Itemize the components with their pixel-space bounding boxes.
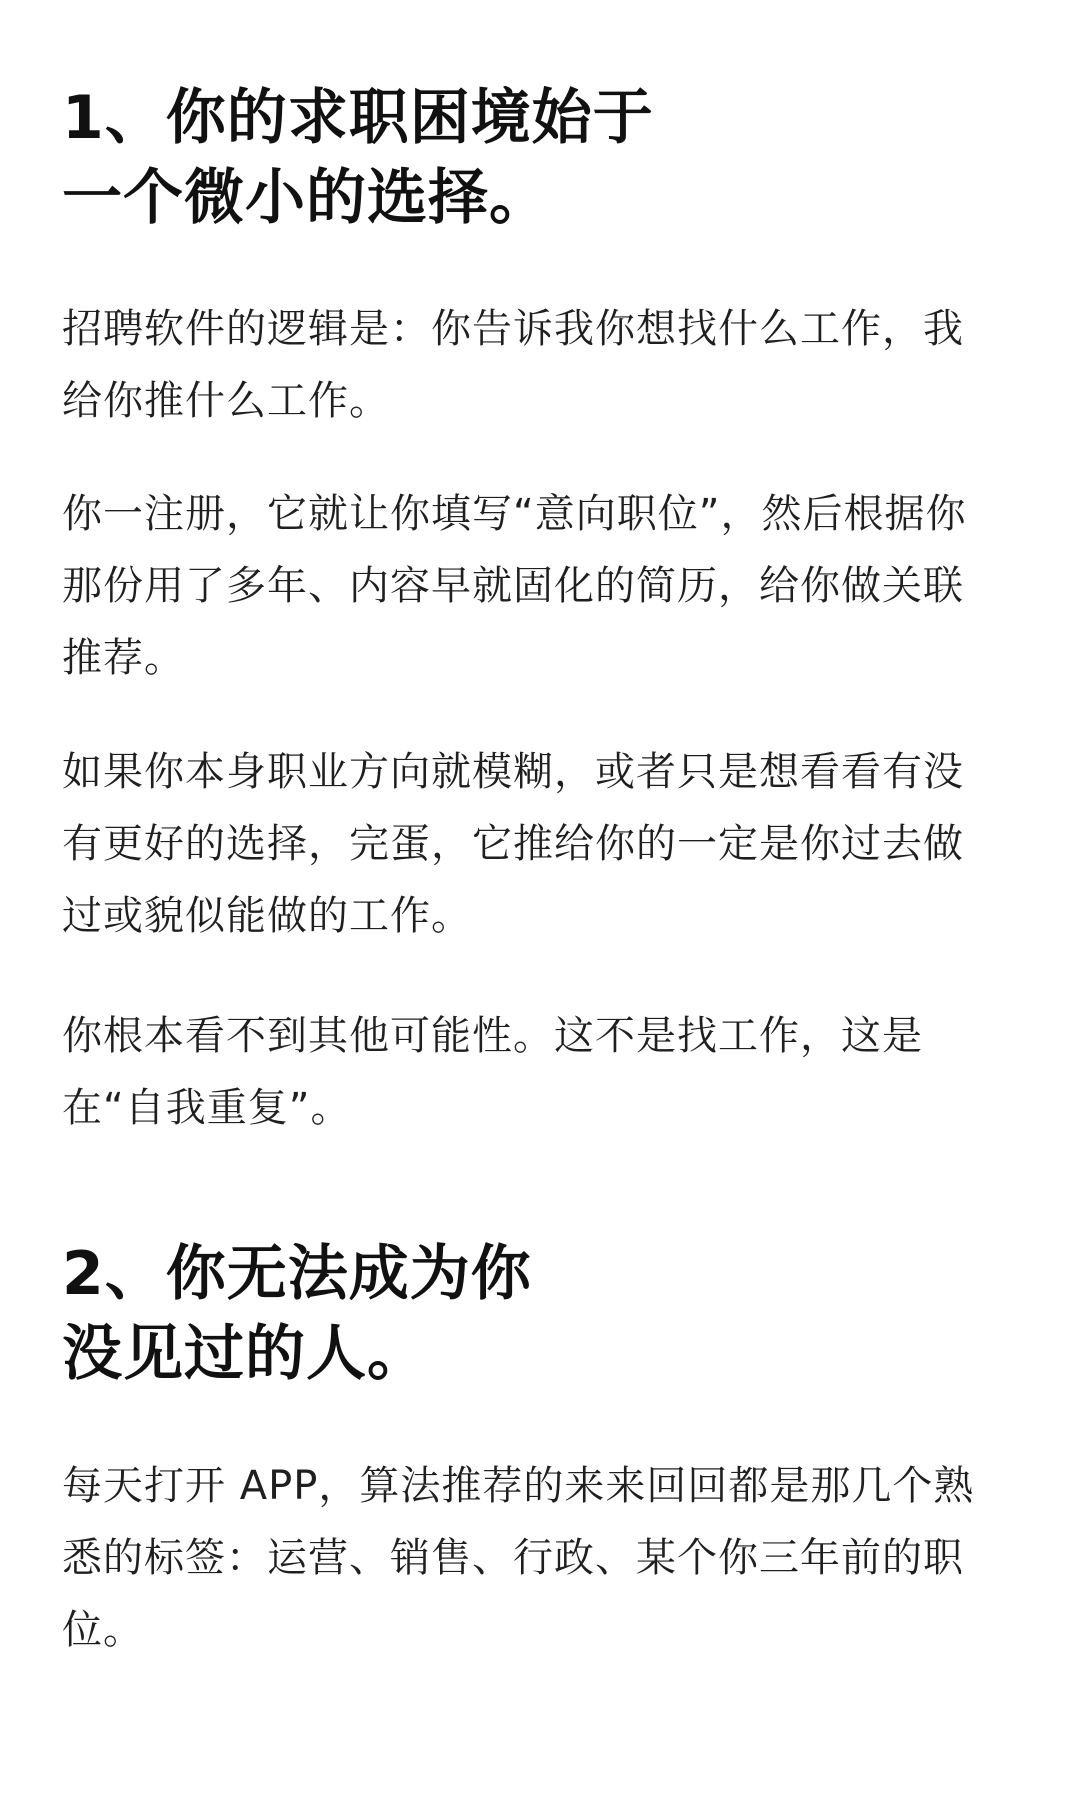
paragraph-registration — [62, 478, 966, 694]
paragraph-line: 有更好的选择，完蛋，它推给你的一定是你过去做 — [62, 821, 964, 867]
paragraph-line: 给你推什么工作。 — [62, 378, 390, 424]
heading-line: 2、你无法成为你 — [62, 1239, 532, 1309]
paragraph-line: 如果你本身职业方向就模糊，或者只是想看看有没 — [62, 749, 964, 795]
heading-line: 一个微小的选择。 — [62, 163, 550, 233]
paragraph-line: 位。 — [62, 1607, 144, 1653]
paragraph-line: 每天打开 APP，算法推荐的来来回回都是那几个熟 — [62, 1463, 975, 1509]
paragraph-line: 推荐。 — [62, 635, 185, 681]
section-2-heading — [62, 1234, 532, 1394]
paragraph-line: 招聘软件的逻辑是：你告诉我你想找什么工作，我 — [62, 306, 964, 352]
heading-line: 没见过的人。 — [62, 1319, 428, 1389]
section-1-heading — [62, 78, 654, 238]
paragraph-line: 在“自我重复”。 — [62, 1085, 352, 1131]
paragraph-line: 那份用了多年、内容早就固化的简历，给你做关联 — [62, 563, 964, 609]
paragraph-vague-direction — [62, 736, 964, 952]
paragraph-algorithm-tags — [62, 1450, 974, 1666]
paragraph-line: 你根本看不到其他可能性。这不是找工作，这是 — [62, 1013, 923, 1059]
heading-line: 1、你的求职困境始于 — [62, 83, 654, 153]
paragraph-self-repeat — [62, 1000, 923, 1144]
paragraph-line: 你一注册，它就让你填写“意向职位”，然后根据你 — [62, 491, 967, 537]
paragraph-line: 过或貌似能做的工作。 — [62, 893, 472, 939]
paragraph-line: 悉的标签：运营、销售、行政、某个你三年前的职 — [62, 1535, 964, 1581]
paragraph-app-logic — [62, 293, 964, 437]
